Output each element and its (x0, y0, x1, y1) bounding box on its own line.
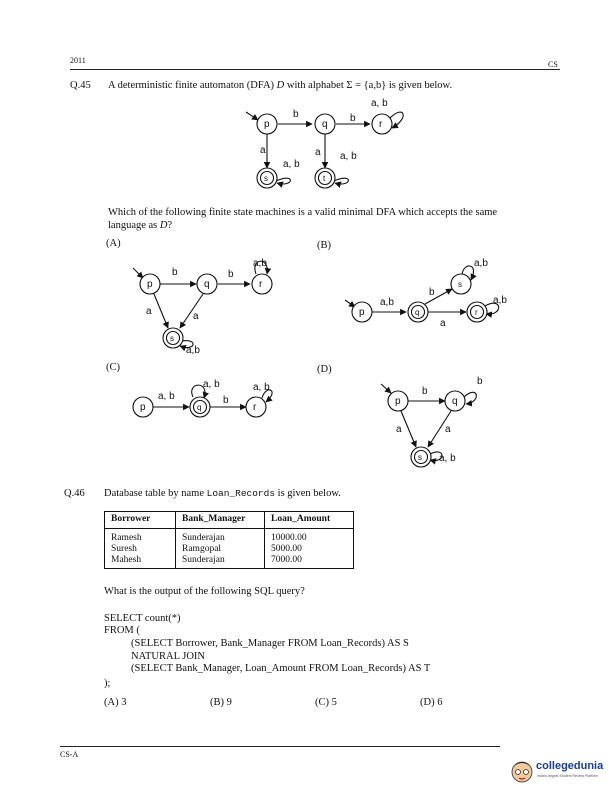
opt-d-state-p: p (395, 396, 401, 407)
cell-borrower: Ramesh (111, 533, 142, 543)
option-c-diagram (133, 379, 272, 417)
dfa-state-t-label: t (323, 174, 326, 183)
opt-a-edge-qr: b (228, 269, 234, 280)
dfa-edge-t-loop-label: a, b (340, 151, 357, 162)
cell-bank-manager: Sunderajan (176, 529, 265, 545)
opt-c-edge-q-loop: a, b (203, 379, 220, 390)
table-header-row (105, 512, 354, 529)
opt-d-state-q: q (452, 396, 458, 407)
option-b-diagram (345, 258, 507, 329)
dfa-edge-s-loop-label: a, b (283, 159, 300, 170)
opt-a-state-s: s (170, 334, 174, 343)
q45-stem-before: A deterministic finite automaton (DFA) (108, 80, 277, 91)
option-a-diagram (133, 258, 272, 356)
cell-borrower: Mahesh (111, 555, 142, 565)
dfa-edge-qr-label: b (350, 113, 356, 124)
q46-stem (104, 488, 341, 499)
opt-a-edge-qs: a (193, 311, 199, 322)
cell-loan-amount: 10000.00 (265, 529, 354, 545)
dfa-edge-r-loop-label: a, b (371, 98, 388, 109)
loan-records-table (104, 511, 354, 569)
dfa-main (246, 98, 403, 188)
option-c-label: (C) (106, 362, 120, 373)
brand-name: collegedunia (536, 760, 604, 772)
sql-line-2: FROM ( (104, 625, 140, 636)
opt-a-edge-s-loop: a,b (186, 345, 200, 356)
option-a-label: (A) (106, 238, 121, 249)
q46-option-b: (B) 9 (210, 697, 232, 708)
opt-d-edge-pq: b (422, 386, 428, 397)
dfa-edge-ps-label: a (260, 145, 266, 156)
q45-question-line2-var: D (159, 220, 168, 231)
opt-d-edge-q-loop: b (477, 376, 483, 387)
opt-b-edge-qs: b (429, 287, 435, 298)
cell-bank-manager: Sunderajan (176, 555, 265, 569)
opt-a-edge-ps: a (146, 306, 152, 317)
q46-option-d: (D) 6 (420, 697, 443, 708)
q46-option-a: (A) 3 (104, 697, 127, 708)
dfa-edge-qt-label: a (315, 147, 321, 158)
opt-c-state-q: q (197, 403, 202, 412)
q46-stem-after: is given below. (275, 488, 341, 499)
q45-question-line1: Which of the following finite state machines is a valid minimal DFA which accepts the same (108, 207, 498, 218)
opt-c-state-r: r (253, 402, 257, 413)
brand-tagline: India's largest Student Review Platform (537, 774, 598, 778)
opt-b-edge-s-loop: a,b (474, 258, 488, 269)
cell-borrower: Suresh (111, 544, 137, 554)
opt-c-edge-pq: a, b (158, 391, 175, 402)
q45-number: Q.45 (70, 80, 91, 91)
header-paper-code: CS (548, 60, 558, 69)
footer-rule (60, 746, 500, 747)
col-borrower: Borrower (105, 512, 176, 529)
table-row (105, 544, 354, 555)
opt-b-edge-pq: a,b (380, 297, 394, 308)
q45-question-line2-suffix: ? (167, 220, 173, 231)
table-row (105, 555, 354, 569)
opt-c-edge-qr: b (223, 395, 229, 406)
opt-d-edge-qs: a (445, 424, 451, 435)
option-d-label: (D) (317, 364, 332, 375)
opt-a-state-p: p (147, 279, 153, 290)
col-loan-amount: Loan_Amount (265, 512, 354, 529)
q45-stem-sigma: Σ = {a,b} (346, 80, 387, 91)
opt-a-edge-r-loop: a,b (253, 258, 267, 269)
q46-table-name: Loan_Records (206, 488, 276, 499)
opt-b-state-p: p (359, 307, 365, 318)
footer-code: CS-A (60, 750, 79, 759)
sql-line-3: (SELECT Borrower, Bank_Manager FROM Loan_Records) AS S (131, 638, 409, 649)
cell-loan-amount: 5000.00 (265, 544, 354, 555)
opt-d-edge-s-loop: a, b (439, 453, 456, 464)
dfa-edge-pq-label: b (293, 109, 299, 120)
sql-line-4: NATURAL JOIN (131, 651, 205, 662)
opt-a-state-r: r (259, 279, 263, 290)
opt-a-edge-pq: b (172, 267, 178, 278)
q46-option-c: (C) 5 (315, 697, 337, 708)
table-row (105, 529, 354, 545)
q46-number: Q.46 (64, 488, 85, 499)
opt-a-state-q: q (204, 279, 210, 290)
q45-question-line2-prefix: language as (108, 220, 160, 231)
cell-bank-manager: Ramgopal (176, 544, 265, 555)
opt-b-edge-r-loop: a,b (493, 295, 507, 306)
sql-line-1: SELECT count(*) (104, 613, 181, 624)
dfa-state-q-label: q (322, 119, 328, 130)
opt-d-edge-ps: a (396, 424, 402, 435)
q45-question-line2 (108, 220, 172, 231)
q45-stem-mid: with alphabet (284, 80, 347, 91)
header-year: 2011 (70, 56, 86, 65)
opt-c-edge-r-loop: a, b (253, 382, 270, 393)
dfa-state-s-label: s (264, 174, 268, 183)
q46-stem-before: Database table by name (104, 488, 207, 499)
q45-stem-var: D (276, 80, 285, 91)
opt-c-state-p: p (140, 402, 146, 413)
dfa-state-r-label: r (379, 119, 383, 130)
cell-loan-amount: 7000.00 (265, 555, 354, 569)
opt-b-edge-qr: a (440, 318, 446, 329)
q45-stem-after: is given below. (386, 80, 453, 91)
q46-question: What is the output of the following SQL query? (104, 586, 305, 597)
mascot-icon (511, 758, 535, 784)
option-b-label: (B) (317, 240, 331, 251)
opt-b-state-r: r (475, 308, 478, 317)
sql-line-5: (SELECT Bank_Manager, Loan_Amount FROM Loan_Records) AS T (131, 663, 431, 674)
opt-b-state-s: s (458, 280, 462, 289)
opt-b-state-q: q (415, 308, 420, 317)
dfa-state-p-label: p (264, 119, 270, 130)
opt-d-state-s: s (418, 453, 422, 462)
col-bank-manager: Bank_Manager (176, 512, 265, 529)
option-d-diagram (381, 376, 483, 467)
sql-line-6: ); (104, 678, 111, 689)
